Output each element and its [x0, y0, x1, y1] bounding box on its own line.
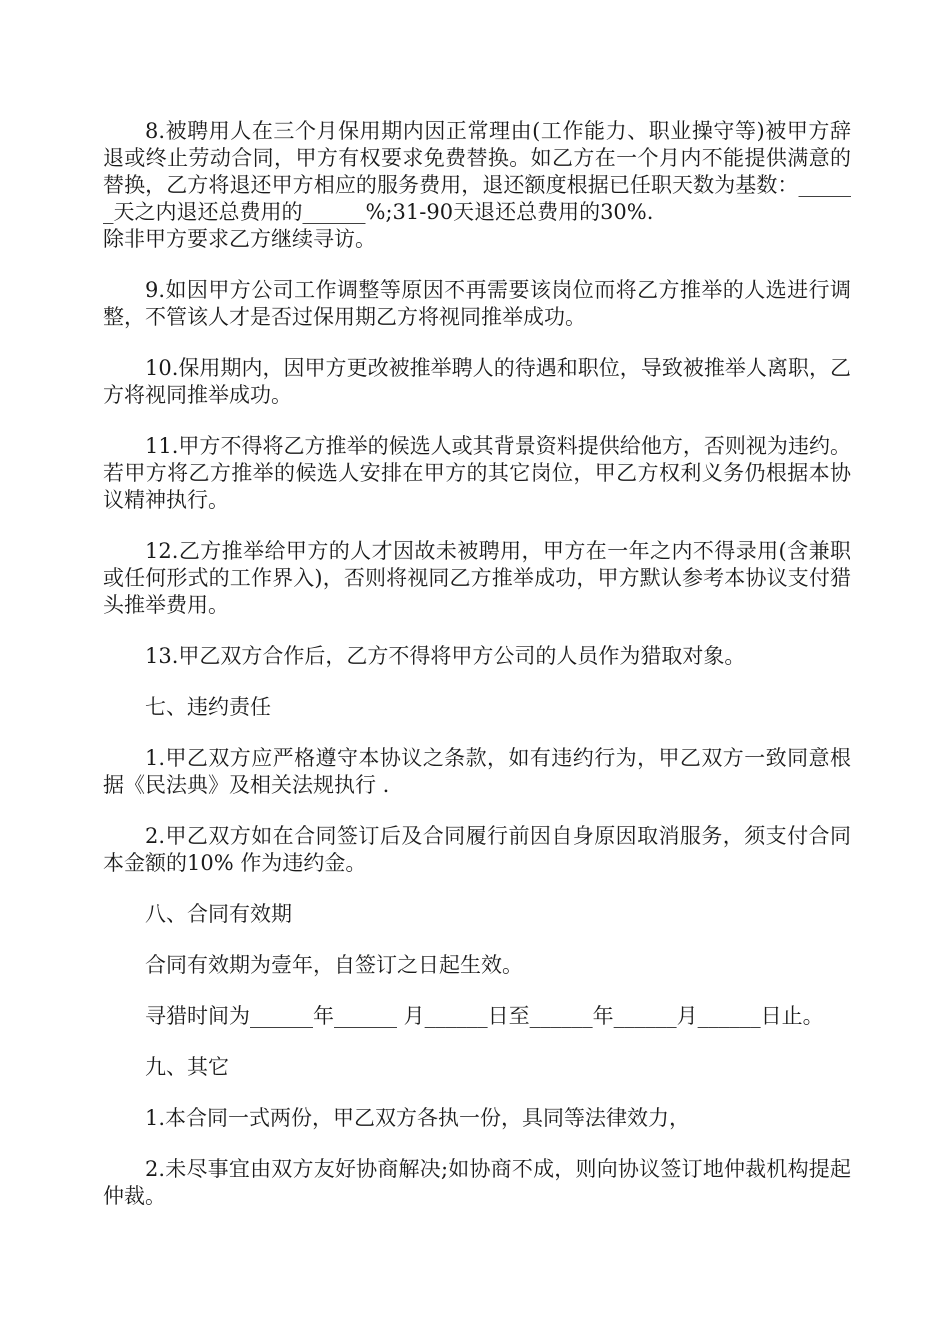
clause-13: 13.甲乙双方合作后，乙方不得将甲方公司的人员作为猎取对象。	[145, 644, 746, 668]
section-8-validity: 合同有效期为壹年，自签订之日起生效。	[145, 953, 523, 977]
section-9-item-1: 1.本合同一式两份，甲乙双方各执一份，具同等法律效力，	[145, 1106, 691, 1130]
section-7-item-1: 1.甲乙双方应严格遵守本协议之条款，如有违约行为，甲乙双方一致同意根据《民法典》及相关法规执行 .	[103, 746, 851, 797]
section-8-heading: 八、合同有效期	[145, 902, 292, 926]
section-9-item-2: 2.未尽事宜由双方友好协商解决;如协商不成，则向协议签订地仲裁机构提起仲裁。	[103, 1157, 851, 1208]
clause-8: 8.被聘用人在三个月保用期内因正常理由(工作能力、职业操守等)被甲方辞退或终止劳动合同，甲方有权要求免费替换。如乙方在一个月内不能提供满意的替换，乙方将退还甲方相应的服务费用，退还额度根据已任职天数为基数：______天之内退还总费用的______%;31-90天退还总费用的30%.	[103, 119, 851, 224]
section-8-search-period: 寻猎时间为______年______ 月______日至______年______月______日止。	[145, 1004, 824, 1028]
section-7-heading: 七、违约责任	[145, 695, 271, 719]
clause-10: 10.保用期内，因甲方更改被推举聘人的待遇和职位，导致被推举人离职，乙方将视同推举成功。	[103, 356, 851, 407]
clause-9: 9.如因甲方公司工作调整等原因不再需要该岗位而将乙方推举的人选进行调整，不管该人才是否过保用期乙方将视同推举成功。	[103, 278, 851, 329]
section-7-item-2: 2.甲乙双方如在合同签订后及合同履行前因自身原因取消服务，须支付合同本金额的10% 作为违约金。	[103, 824, 851, 875]
clause-11: 11.甲方不得将乙方推举的候选人或其背景资料提供给他方，否则视为违约。若甲方将乙方推举的候选人安排在甲方的其它岗位，甲乙方权利义务仍根据本协议精神执行。	[103, 434, 851, 512]
clause-12: 12.乙方推举给甲方的人才因故未被聘用，甲方在一年之内不得录用(含兼职或任何形式的工作界入)，否则将视同乙方推举成功，甲方默认参考本协议支付猎头推举费用。	[103, 539, 851, 617]
section-9-heading: 九、其它	[145, 1055, 229, 1079]
clause-8-note: 除非甲方要求乙方继续寻访。	[103, 227, 376, 251]
document-page	[103, 118, 851, 1234]
